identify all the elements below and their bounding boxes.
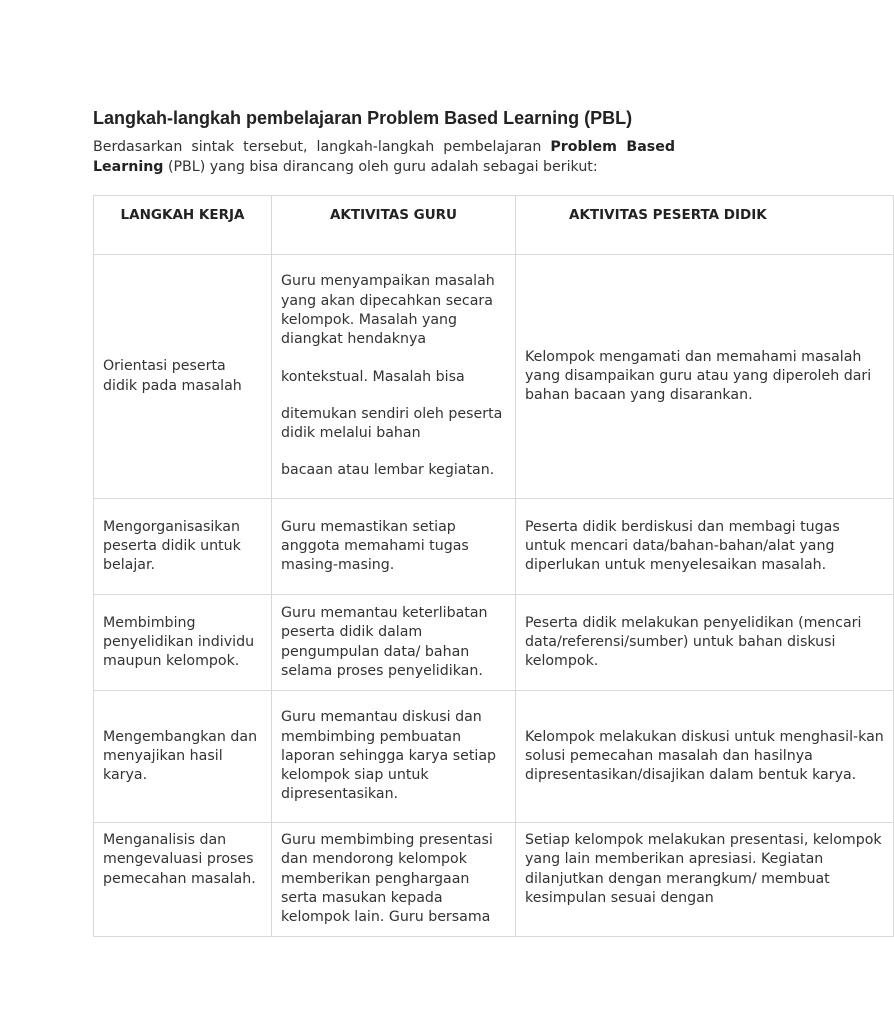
cell-peserta: Peserta didik berdiskusi dan membagi tugas untuk mencari data/bahan-bahan/alat yang diperlukan untuk menyelesaikan masalah. [516, 499, 894, 595]
cell-guru [272, 823, 516, 937]
pbl-steps-table [93, 195, 894, 937]
cell-guru [272, 499, 516, 595]
cell-guru-paragraph: Guru menyampaikan masalah yang akan dipecahkan secara kelompok. Masalah yang diangkat hendaknya [281, 273, 495, 348]
table-row [94, 823, 894, 937]
intro-text-after: (PBL) yang bisa dirancang oleh guru adalah sebagai berikut: [163, 158, 598, 175]
cell-peserta: Peserta didik melakukan penyelidikan (mencari data/referensi/sumber) untuk bahan diskusi kelompok. [516, 595, 894, 691]
cell-langkah: Mengembangkan dan menyajikan hasil karya. [94, 691, 272, 823]
table-header-row [94, 196, 894, 255]
cell-peserta: Kelompok melakukan diskusi untuk menghasil-kan solusi pemecahan masalah dan hasilnya dipresentasikan/disajikan dalam bentuk karya. [516, 691, 894, 823]
cell-guru-paragraph: ditemukan sendiri oleh peserta didik melalui bahan [281, 405, 503, 442]
cell-guru-paragraph: bacaan atau lembar kegiatan. [281, 462, 495, 479]
table-row [94, 499, 894, 595]
cell-guru [272, 255, 516, 499]
table-row [94, 691, 894, 823]
intro-text-before: Berdasarkan sintak tersebut, langkah-langkah pembelajaran [93, 139, 551, 155]
cell-langkah: Membimbing penyelidikan individu maupun kelompok. [94, 595, 272, 691]
table-row [94, 255, 894, 499]
table-row [94, 595, 894, 691]
cell-guru-paragraph: Guru memantau diskusi dan membimbing pembuatan laporan sehingga karya setiap kelompok siap untuk dipresentasikan. [281, 709, 497, 803]
cell-langkah: Menganalisis dan mengevaluasi proses pemecahan masalah. [94, 823, 272, 937]
cell-peserta: Setiap kelompok melakukan presentasi, kelompok yang lain memberikan apresiasi. Kegiatan dilanjutkan dengan merangkum/ membuat kesimpulan sesuai dengan [516, 823, 894, 937]
cell-guru-paragraph: Guru memastikan setiap anggota memahami tugas masing-masing. [281, 518, 469, 574]
header-aktivitas-peserta-didik: AKTIVITAS PESERTA DIDIK [516, 196, 894, 255]
cell-langkah: Orientasi peserta didik pada masalah [94, 255, 272, 499]
cell-guru-paragraph: Guru memantau keterlibatan peserta didik dalam pengumpulan data/ bahan selama proses penyelidikan. [281, 604, 488, 679]
cell-peserta: Kelompok mengamati dan memahami masalah yang disampaikan guru atau yang diperoleh dari bahan bacaan yang disarankan. [516, 255, 894, 499]
intro-bold-term: Problem Based Learning [93, 139, 675, 175]
cell-langkah: Mengorganisasikan peserta didik untuk belajar. [94, 499, 272, 595]
cell-guru [272, 595, 516, 691]
header-langkah-kerja: LANGKAH KERJA [94, 196, 272, 255]
cell-guru [272, 691, 516, 823]
intro-paragraph [93, 138, 675, 177]
header-aktivitas-guru: AKTIVITAS GURU [272, 196, 516, 255]
section-heading: Langkah-langkah pembelajaran Problem Based Learning (PBL) [93, 108, 633, 128]
cell-guru-paragraph: Guru membimbing presentasi dan mendorong kelompok memberikan penghargaan serta masukan kepada kelompok lain. Guru bersama [281, 832, 493, 926]
cell-guru-paragraph: kontekstual. Masalah bisa [281, 368, 465, 385]
